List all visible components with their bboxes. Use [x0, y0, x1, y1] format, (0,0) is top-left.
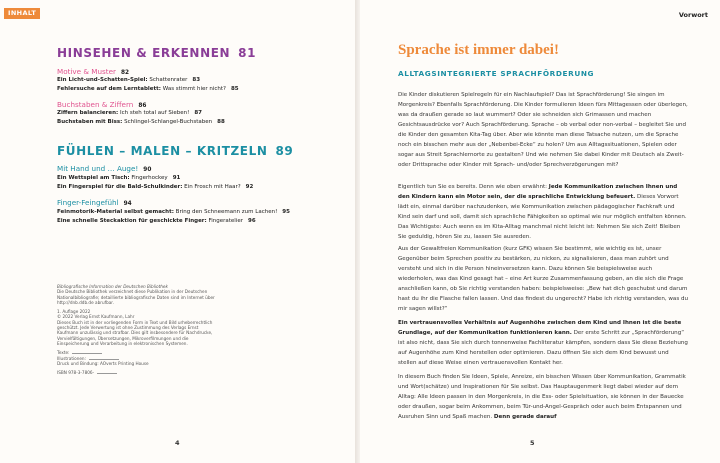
left-page	[0, 0, 358, 463]
toc-entry	[57, 86, 239, 92]
chapter-buchstaben	[57, 100, 146, 109]
entry-page: 96	[248, 218, 256, 224]
rights-text: Dieses Buch ist in der vorliegenden Form in Text und Bild urheberrechtlich geschützt. Jede Verwertung ist ohne Zustimmung des Verlags Ernst Kaufmann unzulässig und strafbar. Dies gilt insbesondere für Nachdrucke, Vervielfältigungen, Übersetzungen, Mikroverfilmungen und die Einspeicherung und Verarbeitung in elektronischen Systemen.	[57, 319, 213, 346]
chapter-finger	[57, 198, 132, 207]
entry-title: Ein Wettspiel am Tisch:	[57, 175, 130, 181]
entry-title: Ein Fingerspiel für die Bald-Schulkinder:	[57, 184, 183, 190]
chapter-hand	[57, 164, 151, 173]
imprint	[57, 284, 217, 375]
paragraph-2: Eigentlich tun Sie es bereits. Denn wie oben erwähnt: Jede Kommunikation zwischen Ihnen und den Kindern kann ein Motor sein, der die sprachliche Entwicklung befeuert. Dieses Vorwort lädt ein, einmal darüber nachzudenken, wie Kommunikation zwischen pädagogischer Fachkraft und Kind sein darf und soll, damit sich sprachliche Fähigkeiten so optimal wie nur möglich entfalten können. Das Wichtigste: Auch wenn es im Kita-Alltag manchmal nicht leicht ist: Nehmen Sie sich Zeit! Bleiben Sie geduldig, hören Sie zu, lassen Sie ausreden.	[398, 184, 687, 240]
entry-subtitle: Bring den Schneemann zum Lachen!	[173, 209, 278, 215]
credits-illus: Illustrationen:	[57, 356, 217, 361]
credits-texte: Texte:	[57, 350, 217, 355]
entry-page: 91	[172, 175, 181, 181]
entry-title: Ein Licht-und-Schatten-Spiel:	[57, 77, 148, 83]
biblio-title: Bibliografische Information der Deutschen Bibliothek	[57, 284, 168, 289]
entry-title: Eine schnelle Steckaktion für geschickte Finger:	[57, 218, 207, 224]
chapter-page: 90	[143, 167, 152, 173]
chapter-title: Motive & Muster	[57, 67, 116, 76]
entry-subtitle: Schattenrater	[147, 77, 188, 83]
section-title: FÜHLEN – MALEN – KRITZELN	[57, 144, 268, 158]
entry-page: 87	[194, 110, 202, 116]
entry-page: 88	[217, 119, 225, 125]
entry-subtitle: Schlingel-Schlangel-Buchstaben	[122, 119, 213, 125]
paragraph-3: Aus der Gewaltfreien Kommunikation (kurz GFK) wissen Sie bestimmt, wie wichtig es ist, unser Gegenüber beim Sprechen positiv zu bestärken, zu nicken, zu signalisieren, dass man zuhört und versteht und sich in die Person hineinversetzen kann. Dazu können Sie beispielsweise auch wiederholen, was das Kind gesagt hat – eine Art kurze Zusammenfassung geben, an die sich die Frage anschließen kann, ob Sie richtig verstanden haben: beispielsweise: „Bew hat dich geschubst und darum hast du ihr die Flasche fallen lassen. Und das findest du ungerecht? Habe ich richtig verstanden, was du mir sagen willst?“	[398, 246, 689, 312]
page-number-left: 4	[175, 439, 180, 447]
copyright: © 2022 Verlag Ernst Kaufmann, Lahr	[57, 314, 135, 320]
toc-entry	[57, 119, 225, 125]
entry-page: 83	[192, 77, 201, 83]
chapter-title: Mit Hand und … Auge!	[57, 164, 139, 173]
chapter-page: 94	[123, 201, 132, 207]
section-page: 89	[275, 144, 294, 158]
section-title: HINSEHEN & ERKENNEN	[57, 46, 231, 60]
page-number-right: 5	[530, 439, 535, 447]
right-page	[360, 0, 720, 463]
entry-subtitle: Ein Frosch mit Haar?	[182, 184, 241, 190]
chapter-page: 82	[120, 70, 130, 76]
entry-subtitle: Was stimmt hier nicht?	[160, 86, 226, 92]
section-hinsehen	[57, 46, 256, 60]
entry-subtitle: Fingeratelier	[206, 218, 243, 224]
section-page: 81	[238, 46, 257, 60]
chapter-title: Sprache ist immer dabei!	[398, 42, 559, 58]
entry-title: Ziffern balancieren:	[57, 110, 119, 116]
entry-page: 85	[230, 86, 239, 92]
entry-subtitle: Ich steh total auf Sieben!	[118, 110, 190, 116]
toc-entry	[57, 184, 253, 190]
chapter-subtitle: ALLTAGSINTEGRIERTE SPRACHFÖRDERUNG	[398, 69, 595, 78]
toc-entry	[57, 175, 180, 181]
entry-subtitle: Fingerhockey	[129, 175, 168, 181]
entry-title: Buchstaben mit Biss:	[57, 119, 123, 125]
printer: Druck und Bindung: AOverts Printing House	[57, 360, 149, 366]
edition: 1. Auflage 2022	[57, 309, 91, 315]
toc-entry	[57, 77, 200, 83]
toc-entry	[57, 110, 202, 116]
biblio-text: Die Deutsche Bibliothek verzeichnet diese Publikation in der Deutschen Nationalbibliografie; detaillierte bibliografische Daten sind im Internet über http://dnb.ddb.de abrufbar.	[57, 289, 215, 305]
toc-entry	[57, 218, 256, 224]
chapter-title: Finger-Feingefühl	[57, 198, 119, 207]
running-head: Vorwort	[678, 11, 708, 19]
entry-title: Fehlersuche auf dem Lerntablett:	[57, 86, 161, 92]
entry-page: 95	[282, 209, 290, 215]
paragraph-1: Die Kinder diskutieren Spielregeln für ein Nachlaufspiel? Das ist Sprachförderung! Sie singen im Morgenkreis? Ebenfalls Sprachförderung. Die Kinder formulieren Ideen fürs Mittagessen oder überlegen, was da draußen gerade so laut wummert? Oder sie schneiden sich Grimassen und machen Gesichtsausdrücke vor? Auch Sprachförderung. Sprache – ob verbal oder non-verbal – begleitet Sie und die Kinder den gesamten Kita-Tag über. Aber wie könnte man diese Tatsache nutzen, um die Sprache noch ein bisschen mehr aus der „Nebenbei-Ecke“ zu holen? Um aus Alltagssituationen, Spielen oder sogar aus Streit Sprachlernorte zu gestalten? Und wie nehmen Sie dabei Kinder mit Deutsch als Zweit- oder Drittsprache oder Kinder mit Sprach- und/oder Sprechverzögerungen mit?	[398, 92, 688, 168]
entry-title: Feinmotorik-Material selbst gemacht:	[57, 209, 174, 215]
entry-page: 92	[245, 184, 254, 190]
paragraph-5: In diesem Buch finden Sie Ideen, Spiele, Anreize, ein bisschen Wissen über Kommunikation, Grammatik und Wort(schätze) und Inspirationen für Sie selbst. Das Hauptaugenmerk liegt dabei wieder auf dem Alltag: Alle Ideen passen in den Morgenkreis, in die Ess- oder Spielsituation, sie können in der Bauecke oder draußen, sogar beim Ankommen, beim Tür-und-Angel-Gespräch oder auch beim Entspannen und Ausruhen Sinn und Spaß machen. Denn gerade darauf	[398, 374, 686, 420]
chapter-title: Buchstaben & Ziffern	[57, 100, 134, 109]
paragraph-4: Ein vertrauensvolles Verhältnis auf Augenhöhe zwischen dem Kind und Ihnen ist die beste Grundlage, auf der Kommunikation funktionieren kann. Der erste Schritt zur „Sprachförderung“ ist also nicht, dass Sie sich durch tonnenweise Fachliteratur kämpfen, sondern dass Sie diese Beziehung auf Augenhöhe zum Kind herstellen oder optimieren. Dazu öffnen Sie sich dem Kind bewusst und stellen auf diese Weise einen vertrauensvollen Kontakt her.	[398, 320, 688, 366]
section-fuehlen	[57, 144, 293, 158]
isbn: ISBN 978-3-7806-	[57, 370, 217, 375]
toc-entry	[57, 209, 290, 215]
chapter-motive	[57, 67, 129, 76]
chapter-page: 86	[138, 103, 147, 109]
contents-tab: INHALT	[4, 8, 40, 19]
